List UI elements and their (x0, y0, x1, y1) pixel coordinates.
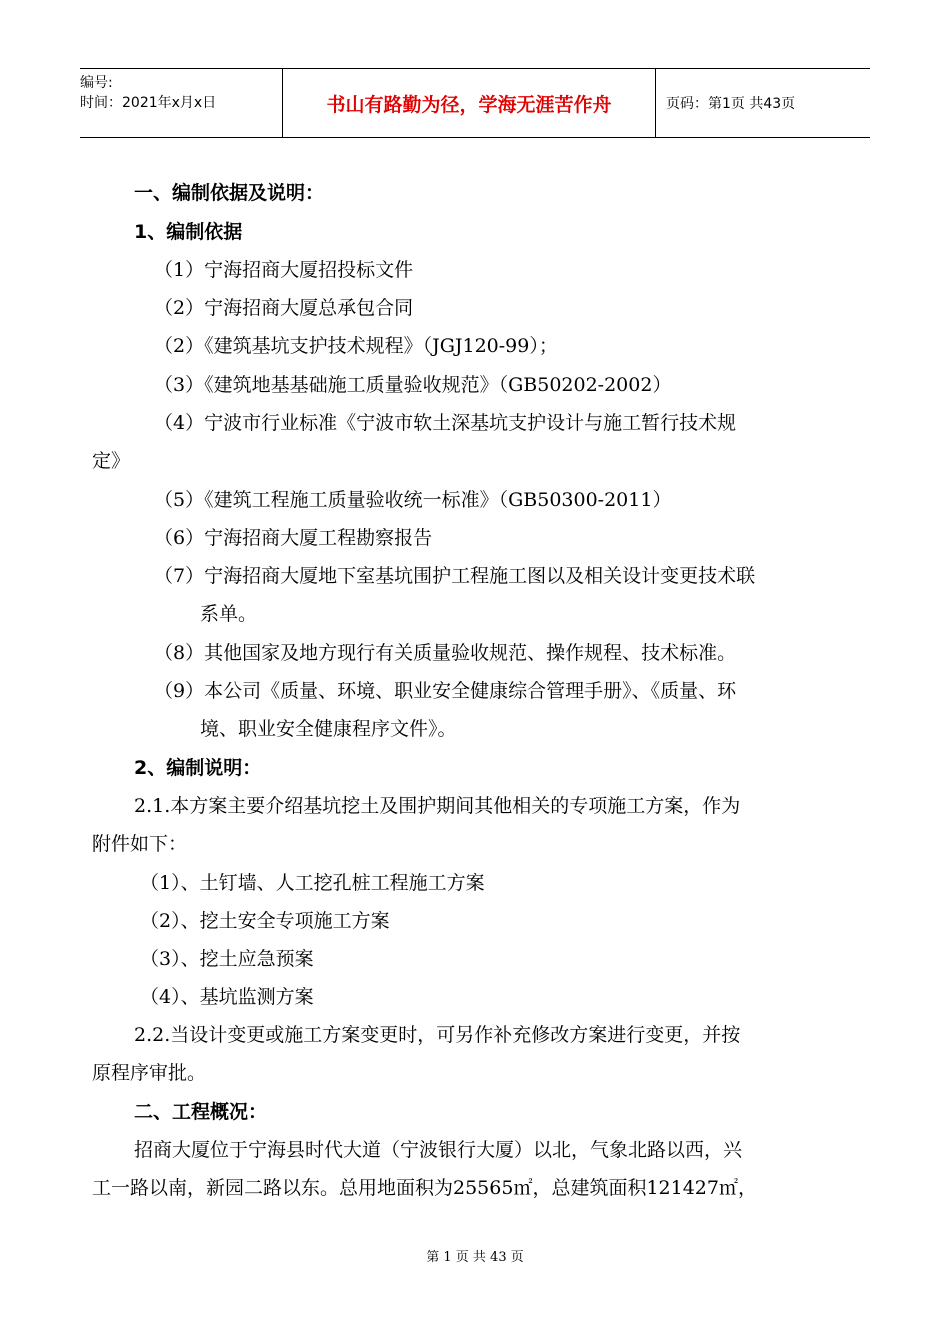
page-info: 页码：第1页 共43页 (666, 96, 796, 112)
paragraph-2-2-cont: 原程序审批。 (92, 1062, 207, 1084)
list-item-continued: 定》 (92, 450, 131, 472)
attachment-item: （3）、挖土应急预案 (140, 948, 314, 970)
header-left-cell (80, 69, 282, 137)
list-item: （2）宁海招商大厦总承包合同 (154, 297, 414, 319)
paragraph-2-1: 2.1.本方案主要介绍基坑挖土及围护期间其他相关的专项施工方案，作为 (134, 795, 741, 817)
list-item: （9）本公司《质量、环境、职业安全健康综合管理手册》、《质量、环 (154, 680, 737, 702)
list-item: （2）《建筑基坑支护技术规程》（JGJ120-99）； (154, 335, 558, 357)
list-item: （8）其他国家及地方现行有关质量验收规范、操作规程、技术标准。 (154, 642, 737, 664)
list-item: （3）《建筑地基基础施工质量验收规范》（GB50202-2002） (154, 374, 672, 396)
page-footer: 第 1 页 共 43 页 (426, 1250, 524, 1265)
subheading-basis: 1、编制依据 (134, 221, 243, 243)
list-item: （6）宁海招商大厦工程勘察报告 (154, 527, 433, 549)
section-heading-2: 二、工程概况： (134, 1101, 268, 1123)
paragraph-2-1-cont: 附件如下： (92, 833, 188, 855)
list-item: （1）宁海招商大厦招投标文件 (154, 259, 414, 281)
list-item: （4）宁波市行业标准《宁波市软土深基坑支护设计与施工暂行技术规 (154, 412, 737, 434)
section-heading-1: 一、编制依据及说明： (134, 182, 325, 204)
code-label: 编号: (80, 75, 113, 91)
motto: 书山有路勤为径，学海无涯苦作舟 (282, 69, 656, 137)
attachment-item: （2）、挖土安全专项施工方案 (140, 910, 390, 932)
list-item: （5）《建筑工程施工质量验收统一标准》（GB50300-2011） (154, 489, 672, 511)
list-item: （7）宁海招商大厦地下室基坑围护工程施工图以及相关设计变更技术联 (154, 565, 756, 587)
overview-paragraph-cont: 工一路以南，新园二路以东。总用地面积为25565㎡，总建筑面积121427㎡， (92, 1177, 757, 1199)
overview-paragraph: 招商大厦位于宁海县时代大道（宁波银行大厦）以北，气象北路以西，兴 (134, 1139, 743, 1161)
subheading-notes: 2、编制说明： (134, 757, 262, 779)
list-item-continued: 系单。 (200, 603, 258, 625)
time-label: 时间：2021年x月x日 (80, 95, 217, 111)
header-table (80, 68, 870, 138)
attachment-item: （4）、基坑监测方案 (140, 986, 314, 1008)
list-item-continued: 境、职业安全健康程序文件》。 (200, 718, 457, 740)
attachment-item: （1）、土钉墙、人工挖孔桩工程施工方案 (140, 872, 485, 894)
paragraph-2-2: 2.2.当设计变更或施工方案变更时，可另作补充修改方案进行变更，并按 (134, 1024, 741, 1046)
